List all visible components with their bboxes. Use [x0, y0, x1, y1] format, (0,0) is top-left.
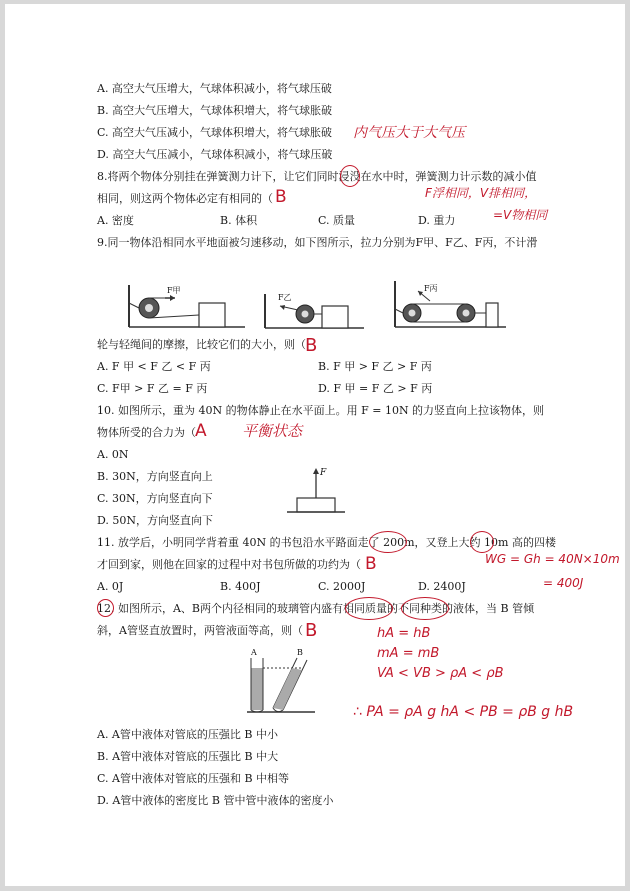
q12-option-a: A. A管中液体对管底的压强比 B 中小	[97, 728, 278, 741]
exam-page	[5, 4, 625, 886]
q8-option-d: D. 重力	[418, 214, 456, 227]
q9-stem-line2: 轮与轻绳间的摩擦，比较它们的大小，则（	[97, 338, 306, 351]
q12-figure	[243, 646, 319, 716]
q10-figure	[283, 464, 349, 518]
q12-option-b: B. A管中液体对管底的压强比 B 中大	[97, 750, 279, 763]
q11-handwritten-note-2: = 400J	[543, 576, 584, 590]
q12-fig-label-b: B	[297, 648, 303, 657]
q11-option-c: C. 2000J	[318, 580, 366, 593]
q9-fig1-force-label: F甲	[167, 286, 181, 295]
q9-figure-2	[260, 286, 370, 334]
q11-circle-10m	[470, 531, 494, 553]
q12-stem-line2: 斜，A管竖直放置时，两管液面等高，则（	[97, 624, 303, 637]
q7-option-b: B. 高空大气压增大，气球体积增大，将气球胀破	[97, 104, 333, 117]
q12-fig-label-a: A	[251, 648, 257, 657]
q10-option-b: B. 30N，方向竖直向上	[97, 470, 213, 483]
q8-answer: B	[275, 187, 287, 207]
q9-option-a: A. F 甲 < F 乙 < F 丙	[97, 360, 211, 373]
q12-handwritten-note-3: VA < VB > ρA < ρB	[377, 666, 504, 681]
q10-answer: A	[195, 421, 207, 441]
q11-option-b: B. 400J	[220, 580, 261, 593]
q12-circle-different-kind	[401, 597, 449, 620]
q8-stem-line2: 相同，则这两个物体必定有相同的（	[97, 192, 273, 205]
q7-option-a: A. 高空大气压增大，气球体积减小，将气球压破	[97, 82, 332, 95]
q8-stem-line1: 8.将两个物体分别挂在弹簧测力计下，让它们同时浸没在水中时，弹簧测力计示数的减小值	[97, 170, 537, 183]
q8-handwritten-note-2: =V物相同	[493, 208, 548, 222]
q12-option-d: D. A管中液体的密度比 B 管中管中液体的密度小	[97, 794, 334, 807]
q10-fig-force-label: F	[320, 468, 327, 478]
q9-option-b: B. F 甲 > F 乙 > F 丙	[318, 360, 432, 373]
q9-stem-line1: 9.同一物体沿相同水平地面被匀速移动，如下图所示，拉力分别为F甲、F乙、F丙，不计滑	[97, 236, 538, 249]
q12-handwritten-note-2: mA = mB	[377, 646, 440, 661]
q8-option-a: A. 密度	[97, 214, 134, 227]
q11-answer: B	[365, 554, 377, 574]
q8-handwritten-note-1: F浮相同，V排相同，	[425, 186, 537, 200]
q7-handwritten-note: 内气压大于大气压	[353, 125, 465, 141]
q12-number-circle	[97, 599, 114, 617]
q8-option-b: B. 体积	[220, 214, 258, 227]
q12-handwritten-note-4: ∴ PA = ρA g hA < PB = ρB g hB	[353, 704, 574, 720]
q11-circle-200m	[369, 531, 407, 553]
q11-option-d: D. 2400J	[418, 580, 466, 593]
q10-option-c: C. 30N，方向竖直向下	[97, 492, 213, 505]
q9-fig2-force-label: F乙	[278, 293, 292, 302]
q7-option-c: C. 高空大气压减小，气球体积增大，将气球胀破	[97, 126, 333, 139]
q12-answer: B	[305, 620, 318, 641]
q10-option-d: D. 50N，方向竖直向下	[97, 514, 214, 527]
q8-option-c: C. 质量	[318, 214, 356, 227]
q9-figure-3	[390, 279, 512, 333]
q9-option-d: D. F 甲 = F 乙 > F 丙	[318, 382, 433, 395]
q9-option-c: C. F甲 > F 乙 = F 丙	[97, 382, 208, 395]
q10-handwritten-note: 平衡状态	[242, 422, 303, 440]
q10-stem-line1: 10. 如图所示，重为 40N 的物体静止在水平面上。用 F = 10N 的力竖直向上拉该物体，则	[97, 404, 545, 417]
q9-answer: B	[305, 335, 318, 356]
q10-stem-line2: 物体所受的合力为（	[97, 426, 196, 439]
q8-circle-mark	[340, 165, 360, 187]
q7-option-d: D. 高空大气压减小，气球体积减小，将气球压破	[97, 148, 333, 161]
q11-stem-line2: 才回到家，则他在回家的过程中对书包所做的功约为（	[97, 558, 361, 571]
q9-figure-1	[123, 281, 251, 333]
q11-stem-line1: 11. 放学后，小明同学背着重 40N 的书包沿水平路面走了 200m，又登上大约 10m 高的四楼	[97, 536, 556, 549]
q10-option-a: A. 0N	[97, 448, 129, 461]
q11-handwritten-note-1: WG = Gh = 40N×10m	[485, 552, 620, 566]
q12-stem-line1: 12. 如图所示，A、B两个内径相同的玻璃管内盛有相同质量的不同种类的液体，当 B 管倾	[97, 602, 535, 615]
q11-option-a: A. 0J	[97, 580, 124, 593]
q9-fig3-force-label: F丙	[424, 284, 438, 293]
q12-handwritten-note-1: hA = hB	[377, 626, 431, 641]
q12-option-c: C. A管中液体对管底的压强和 B 中相等	[97, 772, 290, 785]
q12-circle-same-mass	[345, 597, 393, 620]
